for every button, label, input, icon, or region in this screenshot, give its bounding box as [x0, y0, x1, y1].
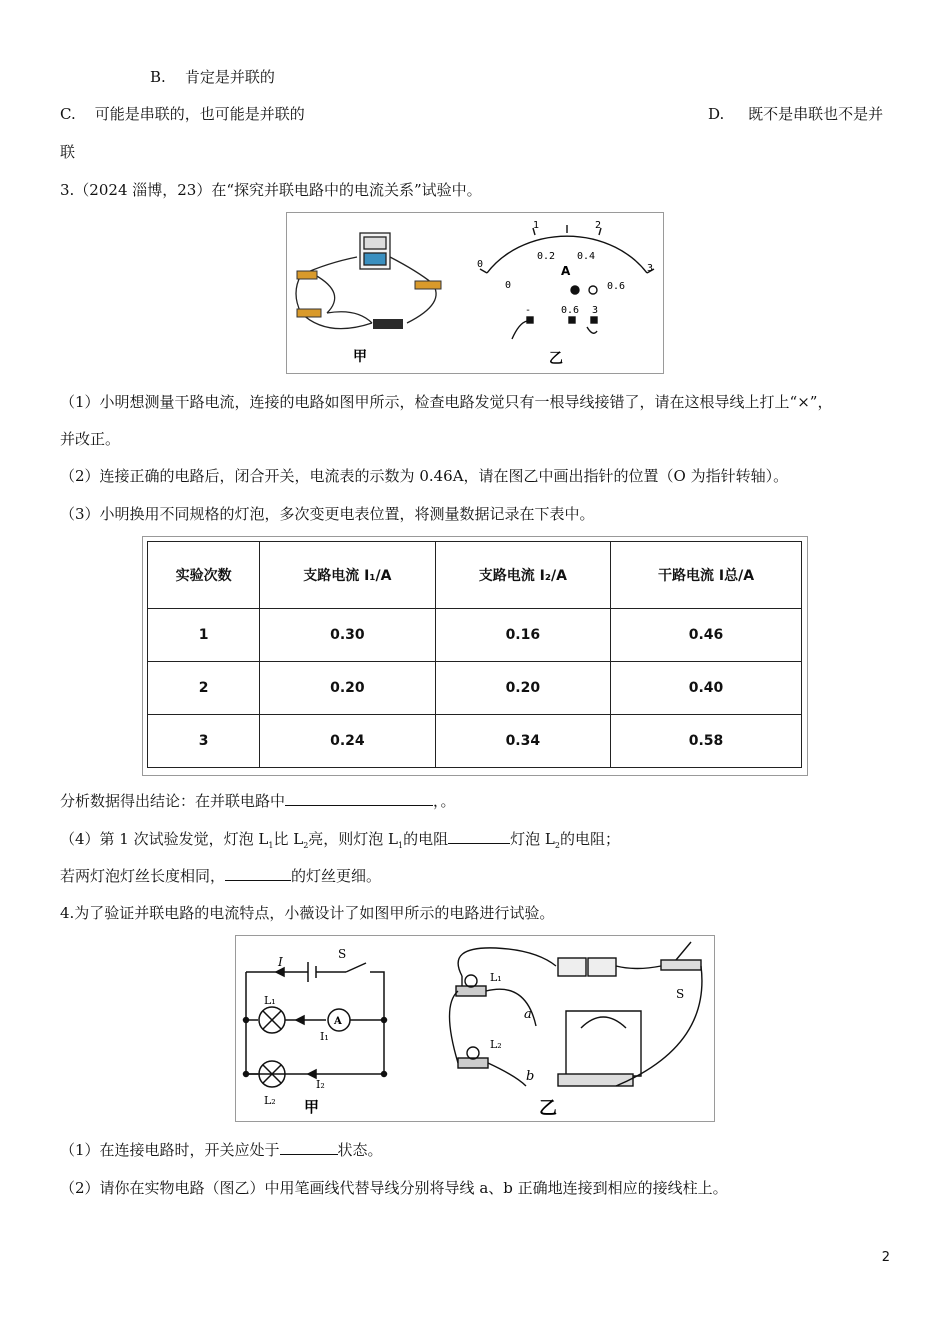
table-header-i2: 支路电流 I₂/A [435, 542, 610, 609]
label-yi-L2: L₂ [490, 1038, 502, 1051]
q3-figure [286, 212, 664, 374]
label-yi-S: S [676, 987, 685, 1001]
table-row [148, 715, 802, 768]
subscript: 1 [268, 841, 274, 850]
q4-p2: （2）请你在实物电路（图乙）中用笔画线代替导线分别将导线 a、b 正确地连接到相应的接线柱上。 [60, 1179, 728, 1197]
fig4-label-jia: 甲 [304, 1098, 320, 1116]
option-c-letter: C. [60, 105, 76, 123]
q3-p3: （3）小明换用不同规格的灯泡，多次变更电表位置，将测量数据记录在下表中。 [60, 505, 595, 523]
circuit-diagram-jia [244, 962, 387, 1087]
label-I: I [278, 955, 283, 969]
q3-p4-line2 [60, 865, 381, 886]
q4-title: 4.为了验证并联电路的电流特点，小薇设计了如图甲所示的电路进行试验。 [60, 904, 555, 922]
switch-state-blank[interactable] [280, 1140, 338, 1155]
label-A: A [334, 1016, 342, 1027]
q4-p1 [60, 1139, 383, 1160]
p4-text-e: 灯泡 L [510, 830, 555, 848]
subscript: 1 [398, 841, 404, 850]
table-row [148, 609, 802, 662]
option-d [708, 103, 883, 124]
thinner-filament-blank[interactable] [225, 866, 291, 881]
p4-line2-pre: 若两灯泡灯丝长度相同， [60, 867, 226, 885]
table-cell: 3 [148, 715, 260, 768]
q3-p2: （2）连接正确的电路后，闭合开关，电流表的示数为 0.46A，请在图乙中画出指针的位置（O 为指针转轴）。 [60, 467, 789, 485]
table-cell: 0.20 [435, 662, 610, 715]
p4-text-b: 比 L [273, 830, 304, 848]
subscript: 2 [303, 841, 309, 850]
conclusion-text: 分析数据得出结论：在并联电路中 [60, 792, 286, 810]
terminal-3: 3 [592, 305, 599, 316]
terminal-06: 0.6 [561, 305, 580, 316]
label-S: S [338, 947, 347, 961]
option-c [60, 103, 305, 124]
p4-text-d: 的电阻 [403, 830, 449, 848]
resistance-blank[interactable] [448, 829, 510, 844]
q3-figure-svg [287, 213, 663, 373]
option-b-text: 肯定是并联的 [184, 68, 275, 86]
dial-unit: A [561, 264, 571, 278]
conclusion-end: ，。 [433, 792, 456, 810]
dial-top-1: 1 [533, 220, 540, 231]
option-d-text: 既不是串联也不是并 [748, 105, 884, 123]
label-wire-b: b [526, 1069, 535, 1084]
label-I2: I₂ [316, 1078, 325, 1091]
data-table [147, 541, 802, 768]
table-header-trial: 实验次数 [148, 542, 260, 609]
p4-text-f: 的电阻； [559, 830, 620, 848]
fig4-label-yi: 乙 [539, 1098, 557, 1119]
option-b [150, 66, 275, 87]
table-cell: 0.58 [611, 715, 802, 768]
table-cell: 0.46 [611, 609, 802, 662]
option-d-wrap: 联 [60, 143, 76, 161]
dial-top-2: 2 [595, 220, 602, 231]
q3-p1-line1: （1）小明想测量干路电流，连接的电路如图甲所示，检查电路发觉只有一根导线接错了，请在这根导线上打上“×”， [60, 393, 833, 411]
dial-bottom-3: 0.6 [607, 281, 626, 292]
table-cell: 2 [148, 662, 260, 715]
label-L2: L₂ [264, 1094, 276, 1107]
label-yi-L1: L₁ [490, 971, 502, 984]
circuit-photo-yi [450, 942, 702, 1086]
table-cell: 0.24 [260, 715, 435, 768]
dial-bottom-2: 0.4 [577, 251, 596, 262]
table-header-itotal: 干路电流 I总/A [611, 542, 802, 609]
q3-p1-line2: 并改正。 [60, 430, 121, 448]
p4-text-c: 亮，则灯泡 L [308, 830, 399, 848]
p4-line2-post: 的灯丝更细。 [291, 867, 382, 885]
label-L1: L₁ [264, 994, 276, 1007]
conclusion-blank[interactable] [285, 791, 433, 806]
q3-title: 3.（2024 淄博，23）在“探究并联电路中的电流关系”试验中。 [60, 181, 482, 199]
table-cell: 1 [148, 609, 260, 662]
fig-label-yi: 乙 [549, 351, 563, 367]
option-d-letter: D. [708, 105, 725, 123]
option-b-letter: B. [150, 68, 166, 86]
label-I1: I₁ [320, 1030, 329, 1043]
table-header-i1: 支路电流 I₁/A [260, 542, 435, 609]
dial-top-0: 0 [477, 259, 484, 270]
terminal-neg: - [525, 305, 532, 316]
q4-p1-pre: （1）在连接电路时，开关应处于 [60, 1141, 280, 1159]
subscript: 2 [554, 841, 560, 850]
q3-conclusion [60, 790, 456, 811]
p4-text-a: （4）第 1 次试验发觉，灯泡 L [60, 830, 269, 848]
dial-bottom-0: 0 [505, 280, 512, 291]
table-cell: 0.20 [260, 662, 435, 715]
table-row [148, 662, 802, 715]
label-wire-a: a [524, 1007, 532, 1022]
q4-p1-post: 状态。 [337, 1141, 383, 1159]
q3-p4-line1 [60, 828, 620, 850]
dial-top-3: 3 [647, 263, 654, 274]
fig-label-jia: 甲 [353, 349, 367, 365]
page-number: 2 [881, 1250, 890, 1265]
dial-bottom-1: 0.2 [537, 251, 556, 262]
table-cell: 0.40 [611, 662, 802, 715]
q4-figure-svg [236, 936, 714, 1121]
option-c-text: 可能是串联的，也可能是并联的 [94, 105, 305, 123]
table-header-row [148, 542, 802, 609]
table-cell: 0.34 [435, 715, 610, 768]
table-cell: 0.30 [260, 609, 435, 662]
q4-figure [235, 935, 715, 1122]
table-cell: 0.16 [435, 609, 610, 662]
